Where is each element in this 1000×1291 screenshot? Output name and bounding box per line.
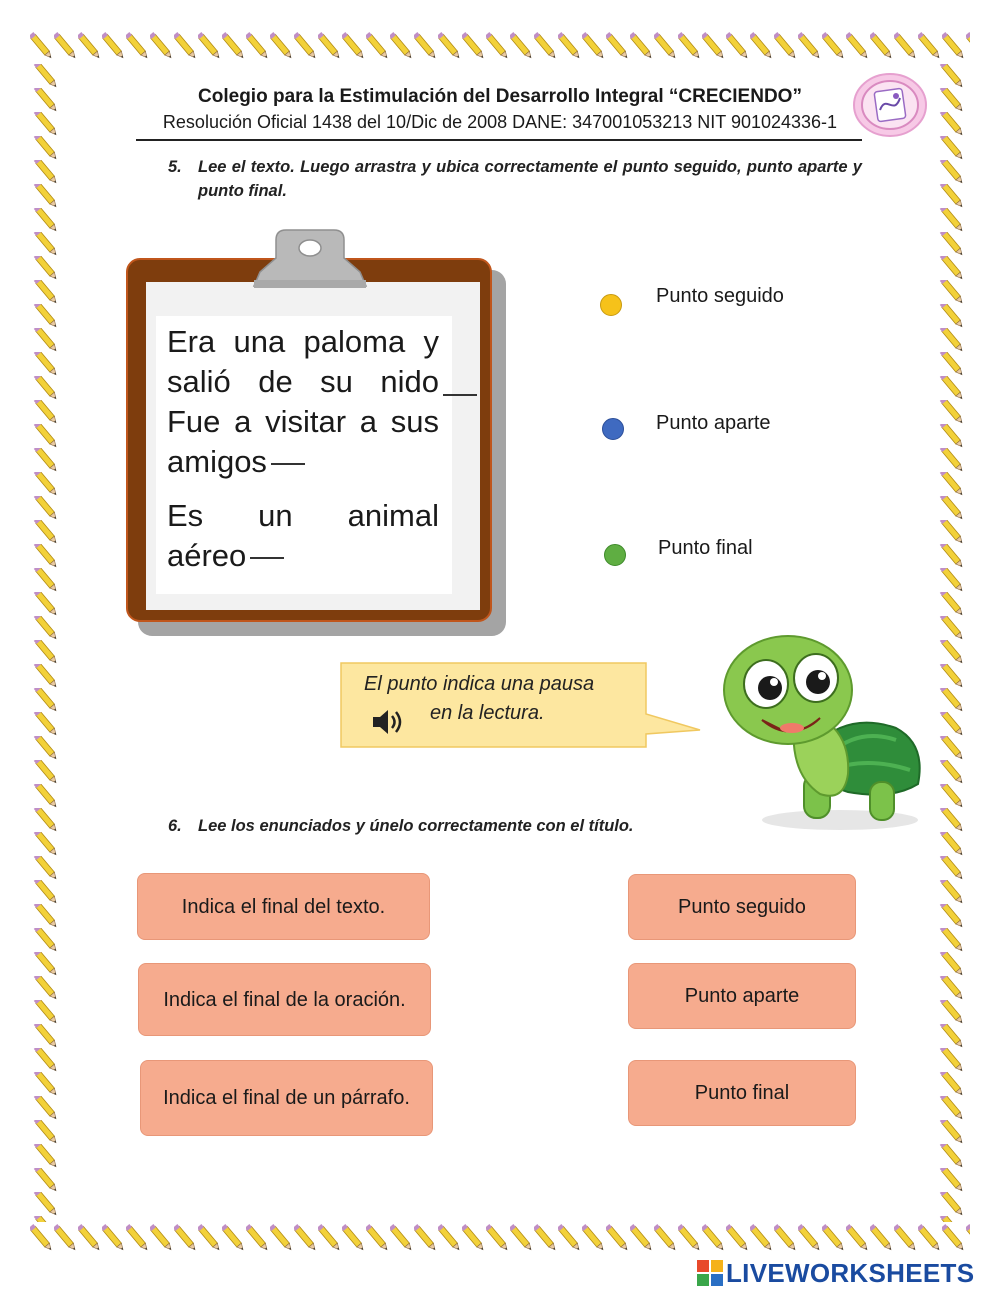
speech-bubble-line-1: El punto indica una pausa <box>364 673 595 695</box>
school-logo-icon <box>852 72 928 138</box>
match-right-2[interactable]: Punto aparte <box>628 963 856 1029</box>
question-5-text: Lee el texto. Luego arrastra y ubica correctamente el punto seguido, punto aparte y punto final. <box>198 158 862 200</box>
pencil-border-right <box>936 64 970 1222</box>
story-line-3: Fue a visitar a sus <box>167 404 439 439</box>
liveworksheets-logo-icon <box>697 1260 723 1286</box>
clipboard-clamp-icon <box>246 228 374 290</box>
drag-label-punto-final: Punto final <box>658 537 753 559</box>
story-line-6-wrap <box>167 536 439 576</box>
match-right-1[interactable]: Punto seguido <box>628 874 856 940</box>
pencil-border-bottom <box>30 1222 970 1256</box>
question-5-number: 5. <box>168 158 182 176</box>
match-left-1[interactable]: Indica el final del texto. <box>137 873 430 940</box>
story-line-4-wrap <box>167 442 439 482</box>
drag-label-punto-aparte: Punto aparte <box>656 412 771 434</box>
school-name: Colegio para la Estimulación del Desarrollo Integral “CRECIENDO” <box>198 86 802 107</box>
school-resolution: Resolución Oficial 1438 del 10/Dic de 2008 DANE: 347001053213 NIT 901024336-1 <box>162 112 838 132</box>
match-left-2[interactable]: Indica el final de la oración. <box>138 963 431 1036</box>
match-left-3[interactable]: Indica el final de un párrafo. <box>140 1060 433 1136</box>
story-line-5: Es un animal <box>167 498 439 533</box>
pencil-border-top <box>30 30 970 64</box>
pencil-border-left <box>30 64 64 1222</box>
drag-dot-punto-aparte[interactable] <box>602 418 624 440</box>
question-5 <box>168 155 862 203</box>
story-line-4: amigos <box>167 444 267 479</box>
speaker-icon[interactable] <box>370 704 406 740</box>
story-line-2-wrap <box>167 362 439 402</box>
story-line-2: salió de su nido <box>167 364 439 399</box>
question-6 <box>168 814 862 838</box>
drag-label-punto-seguido: Punto seguido <box>656 285 784 307</box>
question-6-text: Lee los enunciados y únelo correctamente con el título. <box>198 817 634 835</box>
story-text <box>167 322 439 576</box>
liveworksheets-brand-text: LIVEWORKSHEETS <box>726 1257 975 1288</box>
header-divider <box>136 139 862 141</box>
drag-dot-punto-seguido[interactable] <box>600 294 622 316</box>
drag-dot-punto-final[interactable] <box>604 544 626 566</box>
drop-blank-1[interactable] <box>443 394 477 396</box>
drop-blank-2[interactable] <box>271 463 305 465</box>
drop-blank-3[interactable] <box>250 557 284 559</box>
story-line-6: aéreo <box>167 538 247 573</box>
story-line-1: Era una paloma y <box>167 324 439 359</box>
match-right-3[interactable]: Punto final <box>628 1060 856 1126</box>
question-6-number: 6. <box>168 817 182 835</box>
speech-bubble-line-2: en la lectura. <box>430 702 545 724</box>
liveworksheets-brand <box>697 1258 974 1288</box>
turtle-illustration-icon <box>720 624 930 838</box>
